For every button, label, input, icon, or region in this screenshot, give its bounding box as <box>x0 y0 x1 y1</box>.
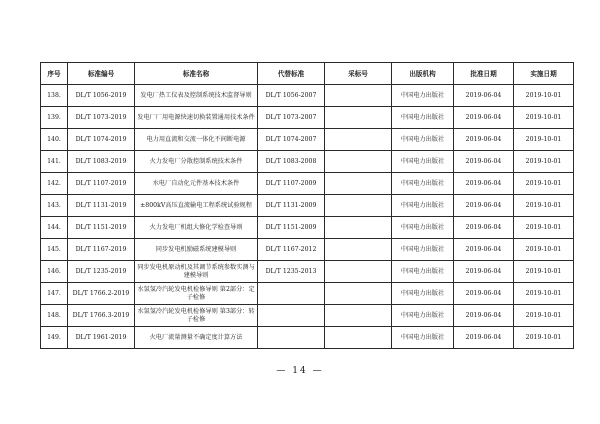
publisher: 中国电力出版社 <box>392 217 454 239</box>
header-publisher: 出版机构 <box>392 63 454 85</box>
approval-date: 2019-06-04 <box>454 107 514 129</box>
replaced-standard <box>258 283 325 305</box>
adopted-standard <box>325 283 392 305</box>
adopted-standard <box>325 195 392 217</box>
standard-name: 同步发电机励磁系统建模导则 <box>135 239 258 261</box>
approval-date: 2019-06-04 <box>454 239 514 261</box>
replaced-standard: DL/T 1167-2012 <box>258 239 325 261</box>
publisher: 中国电力出版社 <box>392 151 454 173</box>
adopted-standard <box>325 129 392 151</box>
row-number: 148. <box>41 305 68 327</box>
standard-code: DL/T 1766.3-2019 <box>68 305 135 327</box>
standard-code: DL/T 1151-2019 <box>68 217 135 239</box>
standard-name: 发电厂热工仪表及控制系统技术监督导则 <box>135 85 258 107</box>
table-row <box>41 129 574 151</box>
adopted-standard <box>325 85 392 107</box>
adopted-standard <box>325 261 392 283</box>
table-row <box>41 107 574 129</box>
row-number: 147. <box>41 283 68 305</box>
publisher: 中国电力出版社 <box>392 195 454 217</box>
approval-date: 2019-06-04 <box>454 283 514 305</box>
approval-date: 2019-06-04 <box>454 217 514 239</box>
standard-name: 电力用直流和交流一体化不间断电源 <box>135 129 258 151</box>
publisher: 中国电力出版社 <box>392 239 454 261</box>
standard-name: 火力发电厂分散控制系统技术条件 <box>135 151 258 173</box>
table-row <box>41 327 574 349</box>
publisher: 中国电力出版社 <box>392 305 454 327</box>
publisher: 中国电力出版社 <box>392 129 454 151</box>
standard-name: 同步发电机原动机及其调节系统参数实测与建模导则 <box>135 261 258 283</box>
standard-code: DL/T 1766.2-2019 <box>68 283 135 305</box>
replaced-standard: DL/T 1131-2009 <box>258 195 325 217</box>
adopted-standard <box>325 239 392 261</box>
standards-table <box>40 62 574 349</box>
effective-date: 2019-10-01 <box>514 305 574 327</box>
header-adopt: 采标号 <box>325 63 392 85</box>
replaced-standard <box>258 305 325 327</box>
row-number: 149. <box>41 327 68 349</box>
approval-date: 2019-06-04 <box>454 85 514 107</box>
row-number: 145. <box>41 239 68 261</box>
publisher: 中国电力出版社 <box>392 261 454 283</box>
row-number: 143. <box>41 195 68 217</box>
standard-code: DL/T 1961-2019 <box>68 327 135 349</box>
approval-date: 2019-06-04 <box>454 195 514 217</box>
effective-date: 2019-10-01 <box>514 107 574 129</box>
standard-name: ±800kV高压直流输电工程系统试验规程 <box>135 195 258 217</box>
publisher: 中国电力出版社 <box>392 173 454 195</box>
header-name: 标准名称 <box>135 63 258 85</box>
standard-code: DL/T 1074-2019 <box>68 129 135 151</box>
standard-code: DL/T 1073-2019 <box>68 107 135 129</box>
approval-date: 2019-06-04 <box>454 173 514 195</box>
replaced-standard: DL/T 1083-2008 <box>258 151 325 173</box>
adopted-standard <box>325 217 392 239</box>
publisher: 中国电力出版社 <box>392 85 454 107</box>
standard-code: DL/T 1167-2019 <box>68 239 135 261</box>
replaced-standard: DL/T 1235-2013 <box>258 261 325 283</box>
header-approved: 批准日期 <box>454 63 514 85</box>
table-row <box>41 195 574 217</box>
standard-name: 火电厂流量测量不确定度计算方法 <box>135 327 258 349</box>
standard-code: DL/T 1083-2019 <box>68 151 135 173</box>
standard-code: DL/T 1056-2019 <box>68 85 135 107</box>
table-row <box>41 173 574 195</box>
row-number: 140. <box>41 129 68 151</box>
standard-name: 发电厂厂用电源快速切换装置通用技术条件 <box>135 107 258 129</box>
approval-date: 2019-06-04 <box>454 261 514 283</box>
approval-date: 2019-06-04 <box>454 151 514 173</box>
effective-date: 2019-10-01 <box>514 151 574 173</box>
standard-name: 水氢氢冷汽轮发电机检修导则 第2部分：定子检修 <box>135 283 258 305</box>
row-number: 139. <box>41 107 68 129</box>
publisher: 中国电力出版社 <box>392 327 454 349</box>
table-row <box>41 217 574 239</box>
replaced-standard: DL/T 1107-2009 <box>258 173 325 195</box>
effective-date: 2019-10-01 <box>514 173 574 195</box>
replaced-standard: DL/T 1073-2007 <box>258 107 325 129</box>
standard-code: DL/T 1107-2019 <box>68 173 135 195</box>
header-no: 序号 <box>41 63 68 85</box>
effective-date: 2019-10-01 <box>514 261 574 283</box>
replaced-standard: DL/T 1151-2009 <box>258 217 325 239</box>
table-row <box>41 151 574 173</box>
adopted-standard <box>325 107 392 129</box>
approval-date: 2019-06-04 <box>454 305 514 327</box>
table-header-row <box>41 63 574 85</box>
row-number: 142. <box>41 173 68 195</box>
row-number: 144. <box>41 217 68 239</box>
standard-name: 火力发电厂机组大修化学检查导则 <box>135 217 258 239</box>
publisher: 中国电力出版社 <box>392 107 454 129</box>
row-number: 141. <box>41 151 68 173</box>
table-row <box>41 239 574 261</box>
table-row <box>41 283 574 305</box>
effective-date: 2019-10-01 <box>514 85 574 107</box>
standard-name: 水电厂自动化元件基本技术条件 <box>135 173 258 195</box>
replaced-standard: DL/T 1074-2007 <box>258 129 325 151</box>
effective-date: 2019-10-01 <box>514 239 574 261</box>
effective-date: 2019-10-01 <box>514 195 574 217</box>
effective-date: 2019-10-01 <box>514 129 574 151</box>
effective-date: 2019-10-01 <box>514 327 574 349</box>
publisher: 中国电力出版社 <box>392 283 454 305</box>
table-row <box>41 85 574 107</box>
replaced-standard: DL/T 1056-2007 <box>258 85 325 107</box>
effective-date: 2019-10-01 <box>514 217 574 239</box>
adopted-standard <box>325 305 392 327</box>
adopted-standard <box>325 151 392 173</box>
approval-date: 2019-06-04 <box>454 129 514 151</box>
row-number: 138. <box>41 85 68 107</box>
table-row <box>41 261 574 283</box>
standard-code: DL/T 1235-2019 <box>68 261 135 283</box>
standard-name: 水氢氢冷汽轮发电机检修导则 第3部分：转子检修 <box>135 305 258 327</box>
replaced-standard <box>258 327 325 349</box>
header-code: 标准编号 <box>68 63 135 85</box>
header-effective: 实施日期 <box>514 63 574 85</box>
table-row <box>41 305 574 327</box>
adopted-standard <box>325 173 392 195</box>
effective-date: 2019-10-01 <box>514 283 574 305</box>
row-number: 146. <box>41 261 68 283</box>
approval-date: 2019-06-04 <box>454 327 514 349</box>
standard-code: DL/T 1131-2019 <box>68 195 135 217</box>
page-number: — 14 — <box>276 366 324 376</box>
header-replaces: 代替标准 <box>258 63 325 85</box>
adopted-standard <box>325 327 392 349</box>
